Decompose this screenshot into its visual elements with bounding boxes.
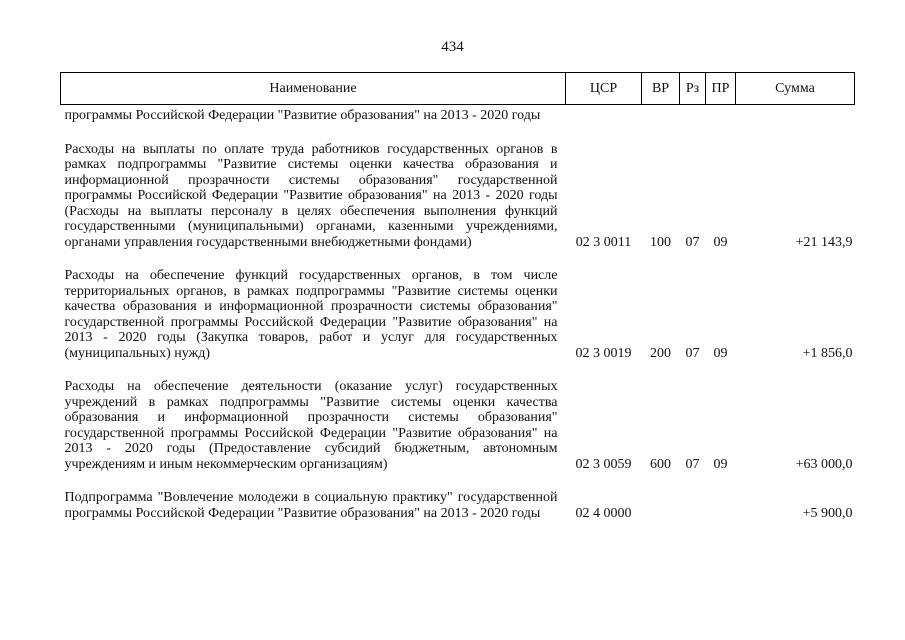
row-vr: 200 — [650, 345, 671, 361]
row-rz: 07 — [685, 234, 700, 250]
row-csr: 02 3 0011 — [575, 234, 632, 250]
table-row — [61, 268, 855, 361]
column-header-sum: Сумма — [736, 73, 855, 105]
row-pr — [706, 490, 736, 521]
table-header-row — [61, 73, 855, 105]
budget-table — [60, 72, 855, 521]
row-sum — [736, 105, 855, 124]
row-vr: 600 — [650, 456, 671, 472]
row-sum: +5 900,0 — [802, 505, 853, 521]
row-vr — [642, 490, 680, 521]
table-row — [61, 379, 855, 472]
row-rz: 07 — [685, 456, 700, 472]
row-vr — [642, 105, 680, 124]
column-header-csr: ЦСР — [566, 73, 642, 105]
row-name: программы Российской Федерации "Развитие образования" на 2013 - 2020 годы — [64, 108, 541, 123]
row-name: Подпрограмма "Вовлечение молодежи в социальную практику" государственной программы Российской Федерации "Развитие образования" на 2013 - 2020 годы — [64, 490, 558, 521]
row-csr: 02 3 0019 — [575, 345, 632, 361]
row-pr: 09 — [713, 345, 728, 361]
table-row — [61, 142, 855, 251]
row-csr: 02 4 0000 — [575, 505, 632, 521]
row-name: Расходы на обеспечение деятельности (оказание услуг) государственных учреждений в рамках подпрограммы "Развитие системы оценки качества образования и информационной прозрачности системы образования" государственной программы Российской Федерации "Развитие образования" на 2013 - 2020 годы (Предоставление субсидий бюджетным, автономным учреждениям и иным некоммерческим организациям) — [64, 379, 558, 472]
row-sum: +21 143,9 — [795, 234, 853, 250]
row-rz — [680, 490, 706, 521]
column-header-pr: ПР — [706, 73, 736, 105]
row-csr: 02 3 0059 — [575, 456, 632, 472]
row-pr — [706, 105, 736, 124]
row-sum: +1 856,0 — [802, 345, 853, 361]
column-header-name: Наименование — [61, 73, 566, 105]
row-rz: 07 — [685, 345, 700, 361]
column-header-rz: Рз — [680, 73, 706, 105]
row-pr: 09 — [713, 234, 728, 250]
column-header-vr: ВР — [642, 73, 680, 105]
page-number: 434 — [441, 39, 464, 55]
row-rz — [680, 105, 706, 124]
row-name: Расходы на обеспечение функций государственных органов, в том числе территориальных органов, в рамках подпрограммы "Развитие системы оценки качества образования и информационной прозрачности системы образования" государственной программы Российской Федерации "Развитие образования" на 2013 - 2020 годы (Закупка товаров, работ и услуг для государственных (муниципальных) нужд) — [64, 268, 558, 361]
table-row — [61, 490, 855, 521]
row-csr — [566, 105, 642, 124]
table-row — [61, 105, 855, 124]
row-pr: 09 — [713, 456, 728, 472]
row-vr: 100 — [650, 234, 671, 250]
row-sum: +63 000,0 — [795, 456, 853, 472]
row-name: Расходы на выплаты по оплате труда работников государственных органов в рамках подпрограммы "Развитие системы оценки качества образования и информационной прозрачности системы образования" государственной программы Российской Федерации "Развитие образования" на 2013 - 2020 годы (Расходы на выплаты персоналу в целях обеспечения выполнения функций государственными (муниципальными) органами, казенными учреждениями, органами управления государственными внебюджетными фондами) — [64, 141, 558, 250]
